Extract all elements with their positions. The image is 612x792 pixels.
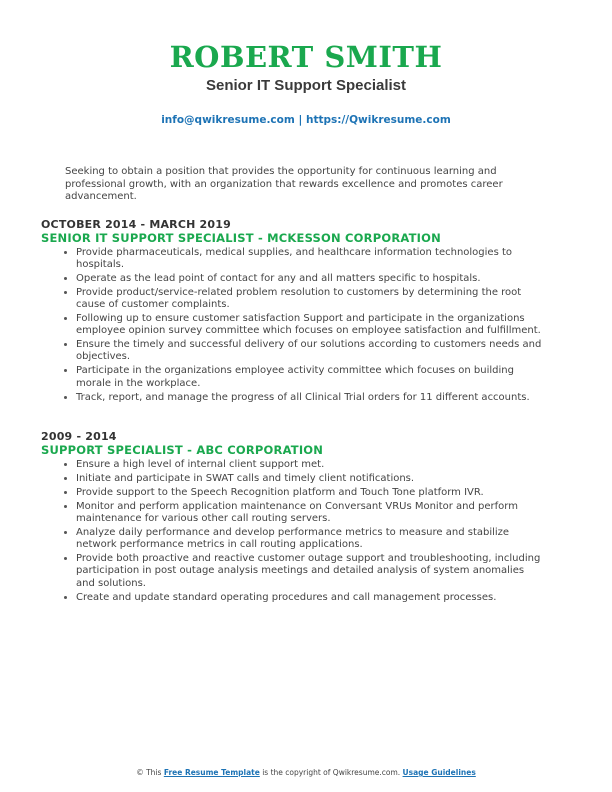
footer-prefix: © This (136, 768, 164, 777)
job-bullets (41, 247, 542, 404)
website-link[interactable]: https://Qwikresume.com (305, 114, 451, 126)
job-bullet: • Provide both proactive and reactive customer outage support and troubleshooting, including participation in post outage analysis meetings and detailed analysis of system anomalies and solutions. (76, 553, 542, 590)
job-bullets (41, 459, 542, 604)
resume-header (0, 0, 612, 126)
usage-guidelines-link[interactable]: Usage Guidelines (402, 768, 476, 777)
job-title: SUPPORT SPECIALIST - ABC CORPORATION (41, 442, 324, 457)
footer-middle: is the copyright of Qwikresume.com. (259, 768, 403, 777)
job-dates: OCTOBER 2014 - MARCH 2019 (41, 217, 231, 231)
job-bullet: • Initiate and participate in SWAT calls and timely client notifications. (76, 473, 542, 485)
job-bullet: • Create and update standard operating procedures and call management processes. (76, 592, 542, 604)
job-bullet: • Following up to ensure customer satisfaction Support and participate in the organizations employee opinion survey committee which focuses on employee satisfaction and fulfillment. (76, 313, 542, 337)
candidate-name: ROBERT SMITH (169, 40, 443, 74)
job-dates: 2009 - 2014 (41, 429, 117, 443)
job-bullet: • Operate as the lead point of contact for any and all matters specific to hospitals. (76, 273, 542, 285)
job-title: SENIOR IT SUPPORT SPECIALIST - MCKESSON CORPORATION (41, 230, 441, 245)
job-bullet: • Provide product/service-related problem resolution to customers by determining the root cause of customer complaints. (76, 287, 542, 311)
contact-separator: | (294, 114, 306, 126)
candidate-title: Senior IT Support Specialist (205, 77, 407, 94)
copyright-footer (0, 768, 612, 777)
free-resume-template-link[interactable]: Free Resume Template (163, 768, 260, 777)
email-link[interactable]: info@qwikresume.com (161, 114, 295, 126)
job-bullet: • Participate in the organizations employee activity committee which focuses on building morale in the workplace. (76, 365, 542, 389)
contact-line (0, 114, 612, 126)
experience-entry (41, 430, 542, 604)
job-bullet: • Ensure a high level of internal client support met. (76, 459, 542, 471)
summary-text: Seeking to obtain a position that provides the opportunity for continuous learning and professional growth, with an organization that rewards excellence and promotes career advancement. (65, 166, 503, 202)
experience-entry (41, 218, 542, 404)
job-bullet: • Ensure the timely and successful delivery of our solutions according to customers needs and objectives. (76, 339, 542, 363)
job-bullet: • Monitor and perform application maintenance on Conversant VRUs Monitor and perform maintenance for various other call routing servers. (76, 501, 542, 525)
job-bullet: • Analyze daily performance and develop performance metrics to measure and stabilize network performance metrics in call routing applications. (76, 527, 542, 551)
job-bullet: • Provide pharmaceuticals, medical supplies, and healthcare information technologies to hospitals. (76, 247, 542, 271)
job-bullet: • Track, report, and manage the progress of all Clinical Trial orders for 11 different accounts. (76, 392, 542, 404)
job-bullet: • Provide support to the Speech Recognition platform and Touch Tone platform IVR. (76, 487, 542, 499)
